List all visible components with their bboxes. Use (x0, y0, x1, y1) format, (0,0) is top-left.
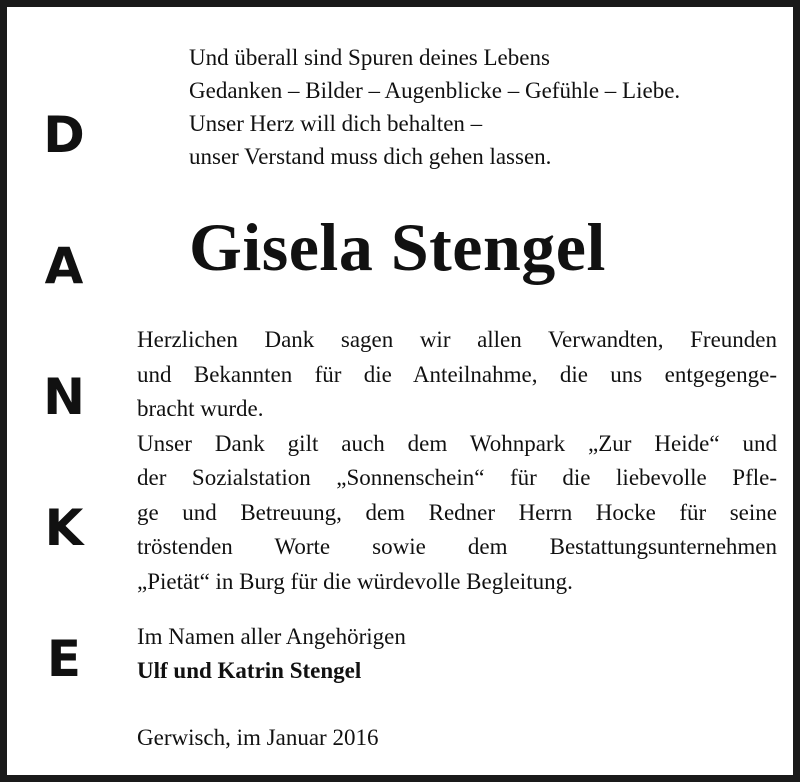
danke-letter: E (46, 630, 82, 688)
poem-verse (189, 41, 680, 173)
place-date: Gerwisch, im Januar 2016 (137, 725, 379, 750)
danke-letter: D (43, 106, 85, 164)
danke-letter: A (44, 237, 84, 295)
thanks-line: bracht wurde. (137, 396, 264, 421)
deceased-name: Gisela Stengel (189, 209, 606, 285)
poem-line: unser Verstand muss dich gehen lassen. (189, 144, 552, 169)
danke-vertical-heading (29, 85, 99, 740)
poem-line: Unser Herz will dich behalten – (189, 111, 483, 136)
closing-block (137, 620, 406, 688)
on-behalf-line: Im Namen aller Angehörigen (137, 624, 406, 649)
thanks-line: der Sozialstation „Sonnenschein“ für die liebevolle Pfle- (137, 465, 777, 490)
poem-line: Gedanken – Bilder – Augenblicke – Gefühle – Liebe. (189, 78, 681, 103)
poem-line: Und überall sind Spuren deines Lebens (189, 45, 550, 70)
thanks-line: Herzlichen Dank sagen wir allen Verwandten, Freunden (137, 327, 777, 352)
danke-letter: K (44, 499, 84, 557)
thanks-line: „Pietät“ in Burg für die würdevolle Begleitung. (137, 568, 573, 594)
thanks-line: ge und Betreuung, dem Redner Herrn Hocke für seine (137, 499, 777, 525)
thanks-line: tröstenden Worte sowie dem Bestattungsunternehmen (137, 534, 777, 559)
thanks-paragraph (137, 323, 777, 599)
thanks-line: und Bekannten für die Anteilnahme, die uns entgegenge- (137, 361, 777, 387)
thanks-line: Unser Dank gilt auch dem Wohnpark „Zur Heide“ und (137, 430, 777, 456)
danke-letter: N (43, 368, 85, 426)
signers-line: Ulf und Katrin Stengel (137, 658, 362, 683)
